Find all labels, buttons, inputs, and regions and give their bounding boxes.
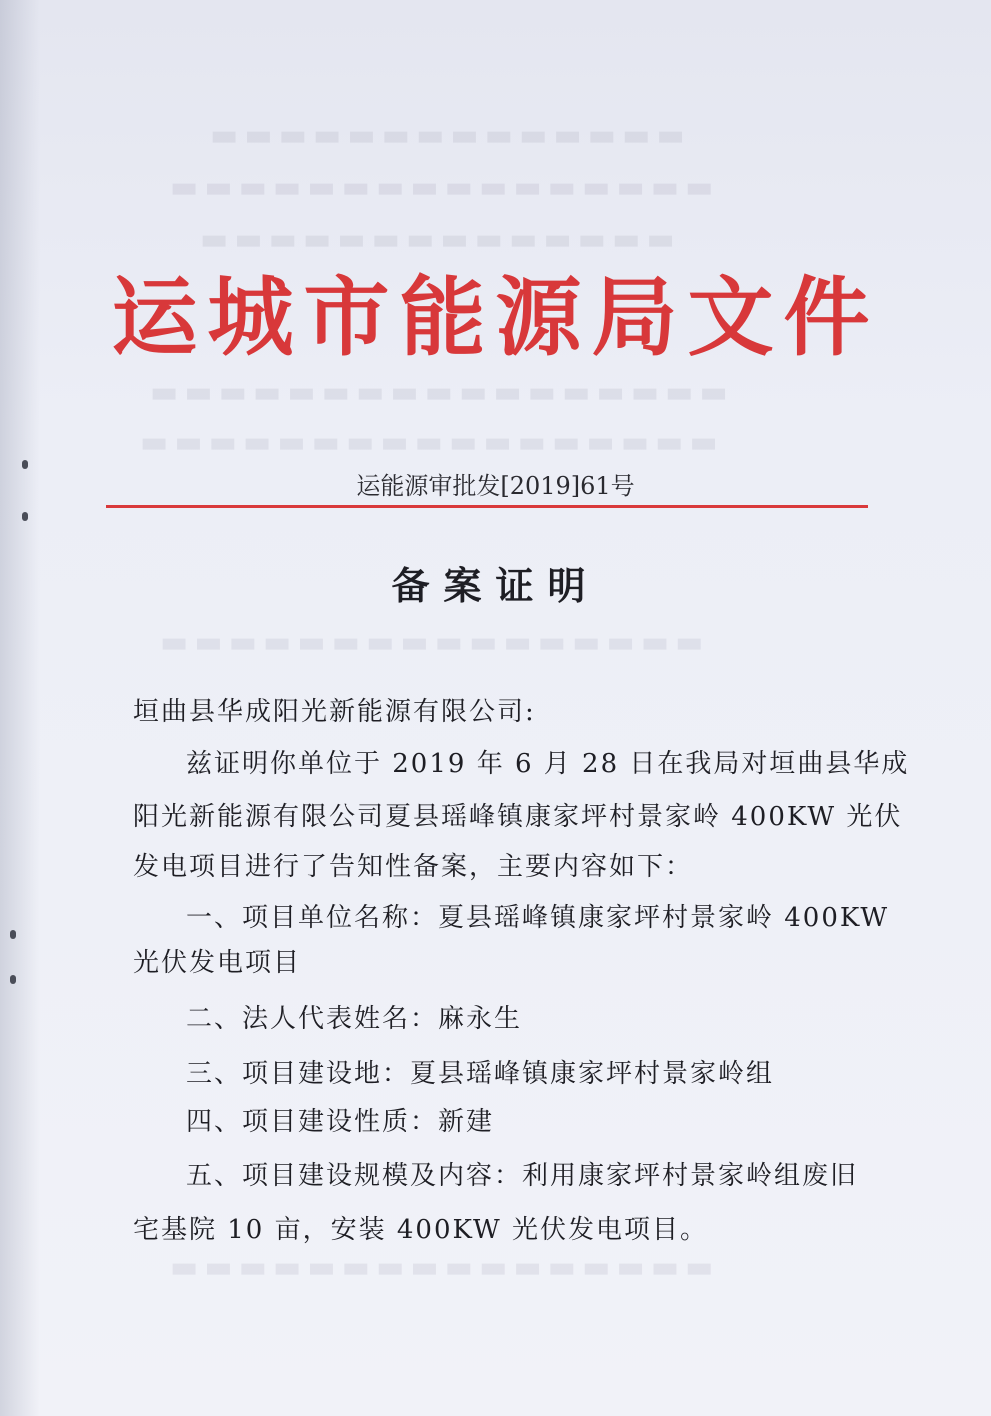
document-number: 运能源审批发[2019]61号 [356,472,635,500]
bleed-through-mark: ▬▬▬▬▬▬▬▬▬▬▬▬▬▬▬▬▬ [150,375,734,410]
body-line: 发电项目进行了告知性备案，主要内容如下： [133,852,694,882]
binding-hole [22,512,28,521]
body-line: 五、项目建设规模及内容：利用康家坪村景家岭组废旧 [186,1161,859,1191]
document-heading: 备案证明 [391,563,600,608]
addressee: 垣曲县华成阳光新能源有限公司: [133,697,536,727]
bleed-through-mark: ▬▬▬▬▬▬▬▬▬▬▬▬▬▬▬▬ [160,625,710,660]
body-line: 二、法人代表姓名：麻永生 [186,1004,523,1034]
body-line: 兹证明你单位于 2019 年 6 月 28 日在我局对垣曲县华成 [186,749,910,779]
bleed-through-mark: ▬▬▬▬▬▬▬▬▬▬▬▬▬▬ [200,222,681,257]
body-line: 一、项目单位名称：夏县瑶峰镇康家坪村景家岭 400KW [186,903,890,933]
body-line: 三、项目建设地：夏县瑶峰镇康家坪村景家岭组 [186,1059,775,1089]
binding-hole [10,975,16,984]
bleed-through-mark: ▬▬▬▬▬▬▬▬▬▬▬▬▬▬▬▬ [170,1250,720,1285]
bleed-through-mark: ▬▬▬▬▬▬▬▬▬▬▬▬▬▬ [210,118,691,153]
issuer-title: 运城市能源局文件 [111,267,880,368]
bleed-through-mark: ▬▬▬▬▬▬▬▬▬▬▬▬▬▬▬▬▬ [140,425,724,460]
body-line: 阳光新能源有限公司夏县瑶峰镇康家坪村景家岭 400KW 光伏 [133,802,903,832]
red-divider-line [106,505,868,508]
bleed-through-mark: ▬▬▬▬▬▬▬▬▬▬▬▬▬▬▬▬ [170,170,720,205]
page-edge-shadow [0,0,40,1416]
binding-hole [10,930,16,939]
body-line: 四、项目建设性质：新建 [186,1107,495,1137]
body-line: 宅基院 10 亩，安装 400KW 光伏发电项目。 [133,1215,708,1245]
body-line: 光伏发电项目 [133,948,302,978]
